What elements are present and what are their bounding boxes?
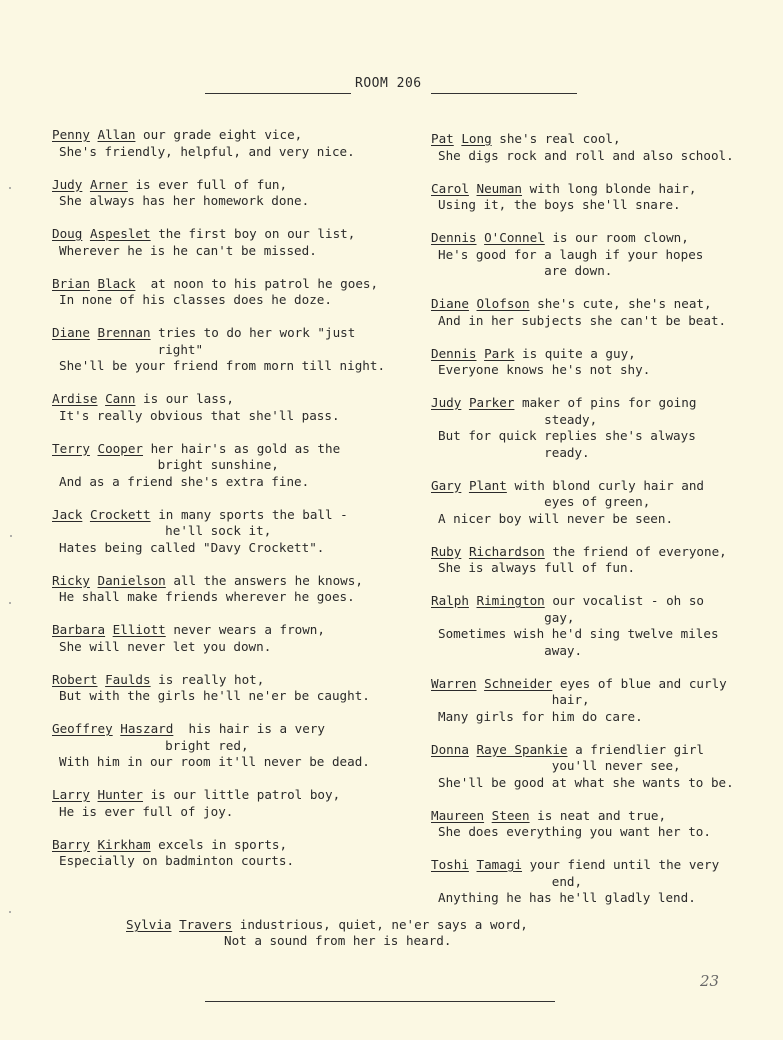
stanza-line: She does everything you want her to. (438, 824, 711, 839)
poem-stanza (431, 742, 771, 792)
stanza-line: bright red, (59, 737, 249, 753)
last-name: Raye Spankie (476, 741, 568, 757)
poem-stanza (52, 177, 412, 210)
first-name: Diane (431, 296, 469, 311)
line-text: she's cute, she's neat, (529, 296, 712, 311)
first-name: Carol (431, 180, 469, 196)
first-name: Brian (52, 275, 90, 291)
page-number: 23 (700, 972, 720, 990)
last-name: Crockett (89, 506, 151, 522)
poem-stanza (431, 808, 771, 841)
poem-stanza (52, 391, 412, 424)
line-text: the friend of everyone, (544, 543, 727, 559)
poem-stanza (52, 226, 412, 259)
stanza-line: eyes of green, (438, 494, 651, 509)
line-text: industrious, quiet, ne'er says a word, (232, 917, 528, 932)
stanza-first-line (431, 593, 771, 610)
stanza-first-line (431, 857, 771, 874)
first-name: Barry (52, 836, 90, 852)
stanza-line: With him in our room it'll never be dead. (59, 754, 370, 769)
line-text: our grade eight vice, (135, 127, 303, 142)
stanza-line: But with the girls he'll ne'er be caught. (59, 688, 370, 703)
stanza-first-line (431, 742, 771, 759)
line-text: is our lass, (135, 391, 235, 406)
line-text: is our little patrol boy, (143, 787, 341, 802)
line-text: all the answers he knows, (165, 572, 363, 588)
last-name: Rimington (476, 593, 545, 608)
first-name: Penny (52, 127, 90, 142)
stanza-line: steady, (438, 411, 598, 427)
stanza-first-line (431, 544, 771, 561)
stanza-line: In none of his classes does he doze. (59, 292, 332, 307)
first-name: Geoffrey (52, 721, 113, 736)
first-name: Donna (431, 741, 469, 757)
right-column (431, 131, 771, 923)
poem-stanza (52, 721, 412, 771)
last-name: Cann (105, 391, 136, 406)
bottom-rule (205, 1001, 555, 1002)
stanza-first-line (431, 808, 771, 825)
line-text: never wears a frown, (165, 622, 325, 637)
last-name: Schneider (484, 675, 553, 691)
stanza-line: And as a friend she's extra fine. (59, 473, 310, 489)
stanza-line: he'll sock it, (59, 523, 272, 538)
poem-stanza (431, 478, 771, 528)
last-name: Tamagi (476, 857, 523, 872)
last-name: Haszard (120, 721, 174, 736)
stanza-first-line (431, 296, 771, 313)
stanza-first-line (52, 787, 412, 804)
poem-stanza (52, 672, 412, 705)
line-text: at noon to his patrol he goes, (135, 275, 379, 291)
first-name: Warren (431, 675, 477, 691)
stanza-line: A nicer boy will never be seen. (438, 510, 674, 526)
stanza-line: And in her subjects she can't be beat. (438, 312, 727, 328)
last-name: Olofson (476, 296, 530, 311)
first-name: Ralph (431, 593, 469, 608)
last-name: Long (461, 131, 492, 146)
stanza-line: gay, (438, 609, 575, 625)
last-name: Richardson (468, 543, 545, 559)
last-name: Cooper (97, 440, 144, 456)
last-name: Steen (491, 807, 530, 823)
last-name: Arner (89, 176, 128, 192)
stanza-first-line (431, 131, 771, 148)
line-text: maker of pins for going (514, 395, 697, 410)
first-name: Doug (52, 226, 83, 241)
first-name: Ruby (431, 543, 462, 559)
last-name: Kirkham (97, 836, 151, 852)
last-name: Danielson (97, 572, 166, 588)
stanza-first-line (52, 837, 412, 854)
poem-stanza (52, 441, 412, 491)
left-column (52, 127, 412, 886)
stanza-line: are down. (438, 263, 613, 278)
line-text: is ever full of fun, (127, 176, 288, 192)
stanza-line: Sometimes wish he'd sing twelve miles (438, 626, 719, 641)
stanza-first-line (431, 478, 771, 495)
last-name: Elliott (112, 622, 166, 637)
last-name: Neuman (476, 180, 523, 196)
stanza-first-line (126, 917, 528, 933)
first-name: Robert (52, 671, 98, 687)
first-name: Barbara (52, 622, 106, 637)
footer-poem (126, 917, 528, 966)
line-text: in many sports the ball - (150, 506, 348, 522)
stanza-first-line (52, 177, 412, 194)
first-name: Ricky (52, 572, 90, 588)
stanza-line: Everyone knows he's not shy. (438, 362, 651, 377)
stanza-line: She digs rock and roll and also school. (438, 147, 734, 163)
first-name: Larry (52, 787, 90, 802)
line-text: she's real cool, (491, 131, 621, 146)
poem-stanza (52, 127, 412, 160)
stanza-line: Many girls for him do care. (438, 708, 643, 724)
first-name: Jack (52, 506, 83, 522)
stanza-line: It's really obvious that she'll pass. (59, 407, 340, 423)
poem-stanza (52, 837, 412, 870)
last-name: Allan (97, 127, 136, 142)
page-title: ROOM 206 (355, 76, 422, 91)
first-name: Judy (52, 176, 83, 192)
stanza-first-line (52, 391, 412, 408)
stanza-first-line (52, 226, 412, 243)
poem-stanza (431, 181, 771, 214)
first-name: Ardise (52, 391, 98, 406)
poem-stanza (431, 131, 771, 164)
line-text: our vocalist - oh so (544, 593, 704, 608)
line-text: her hair's as gold as the (143, 440, 341, 456)
last-name: Aspeslet (89, 226, 151, 241)
line-text: is really hot, (150, 671, 265, 687)
first-name: Toshi (431, 857, 469, 872)
poem-stanza (52, 573, 412, 606)
last-name: O'Connel (484, 230, 545, 245)
first-name: Gary (431, 477, 462, 493)
last-name: Park (484, 345, 515, 361)
stanza-line: you'll never see, (438, 758, 681, 773)
last-name: Black (97, 275, 136, 291)
line-text: is our room clown, (544, 230, 689, 245)
stanza-first-line (52, 622, 412, 639)
stanza-first-line (52, 507, 412, 524)
stanza-first-line (52, 672, 412, 689)
stanza-line: right" (59, 341, 204, 357)
last-name: Plant (468, 477, 507, 493)
stanza-first-line (431, 346, 771, 363)
stanza-line: But for quick replies she's always (438, 428, 696, 443)
line-text: the first boy on our list, (150, 226, 356, 241)
stanza-line: She is always full of fun. (438, 560, 636, 575)
paper-speck (9, 911, 11, 913)
poem-stanza (431, 230, 771, 280)
line-text: with blond curly hair and (506, 477, 704, 493)
stanza-first-line (431, 230, 771, 247)
paper-speck (9, 602, 11, 604)
stanza-line: bright sunshine, (59, 457, 279, 472)
first-name: Diane (52, 325, 90, 340)
poem-stanza (431, 857, 771, 907)
title-rule-left (205, 93, 351, 94)
stanza-line: He shall make friends wherever he goes. (59, 589, 355, 604)
line-text: excels in sports, (150, 836, 288, 852)
stanza-line: She'll be good at what she wants to be. (438, 774, 734, 790)
line-text: with long blonde hair, (522, 180, 697, 196)
stanza-line: Using it, the boys she'll snare. (438, 197, 681, 212)
poem-stanza (52, 507, 412, 557)
line-text: tries to do her work "just (150, 325, 356, 340)
poem-stanza (52, 325, 412, 375)
stanza-first-line (52, 721, 412, 738)
last-name: Faulds (105, 671, 151, 687)
stanza-first-line (431, 395, 771, 412)
stanza-line: He is ever full of joy. (59, 803, 234, 819)
title-row (205, 74, 577, 96)
line-text: eyes of blue and curly (552, 675, 727, 691)
first-name: Dennis (431, 345, 477, 361)
stanza-first-line (52, 127, 412, 144)
last-name: Brennan (97, 325, 151, 340)
stanza-first-line (52, 441, 412, 458)
last-name: Parker (468, 395, 515, 410)
last-name: Hunter (97, 787, 144, 802)
stanza-first-line (431, 676, 771, 693)
poem-stanza (431, 395, 771, 461)
stanza-line: Anything he has he'll gladly lend. (438, 890, 696, 905)
first-name: Terry (52, 440, 90, 456)
stanza-line: He's good for a laugh if your hopes (438, 246, 704, 262)
poem-stanza (431, 593, 771, 659)
poem-stanza (52, 787, 412, 820)
first-name: Pat (431, 131, 454, 146)
stanza-line: Hates being called "Davy Crockett". (59, 539, 325, 555)
poem-stanza (431, 544, 771, 577)
title-rule-right (431, 93, 577, 94)
first-name: Maureen (431, 807, 485, 823)
stanza-line: She'll be your friend from morn till night. (59, 358, 386, 373)
poem-stanza (52, 276, 412, 309)
poem-stanza (431, 346, 771, 379)
stanza-line: Wherever he is he can't be missed. (59, 242, 317, 258)
last-name: Travers (179, 917, 233, 932)
paper-speck (10, 535, 12, 537)
stanza-first-line (52, 325, 412, 342)
line-text: is neat and true, (529, 807, 667, 823)
stanza-line: ready. (438, 444, 590, 460)
first-name: Sylvia (126, 917, 172, 932)
stanza-first-line (52, 276, 412, 293)
stanza-line: She will never let you down. (59, 638, 272, 654)
poem-stanza (52, 622, 412, 655)
poem-stanza (431, 296, 771, 329)
stanza-first-line (52, 573, 412, 590)
stanza-first-line (431, 181, 771, 198)
stanza-line: hair, (438, 692, 590, 707)
stanza-line: She always has her homework done. (59, 193, 310, 208)
stanza-line: Especially on badminton courts. (59, 853, 295, 868)
poem-stanza (431, 676, 771, 726)
stanza-line: away. (438, 642, 583, 658)
line-text: his hair is a very (173, 721, 325, 736)
stanza-line: She's friendly, helpful, and very nice. (59, 143, 355, 159)
line-text: a friendlier girl (567, 741, 704, 757)
paper-speck (9, 187, 11, 189)
stanza-line: Not a sound from her is heard. (133, 933, 452, 948)
line-text: your fiend until the very (522, 857, 720, 872)
first-name: Dennis (431, 230, 477, 245)
line-text: is quite a guy, (514, 345, 636, 361)
first-name: Judy (431, 395, 462, 410)
stanza-line: end, (438, 873, 583, 889)
poem-stanza (126, 917, 528, 949)
